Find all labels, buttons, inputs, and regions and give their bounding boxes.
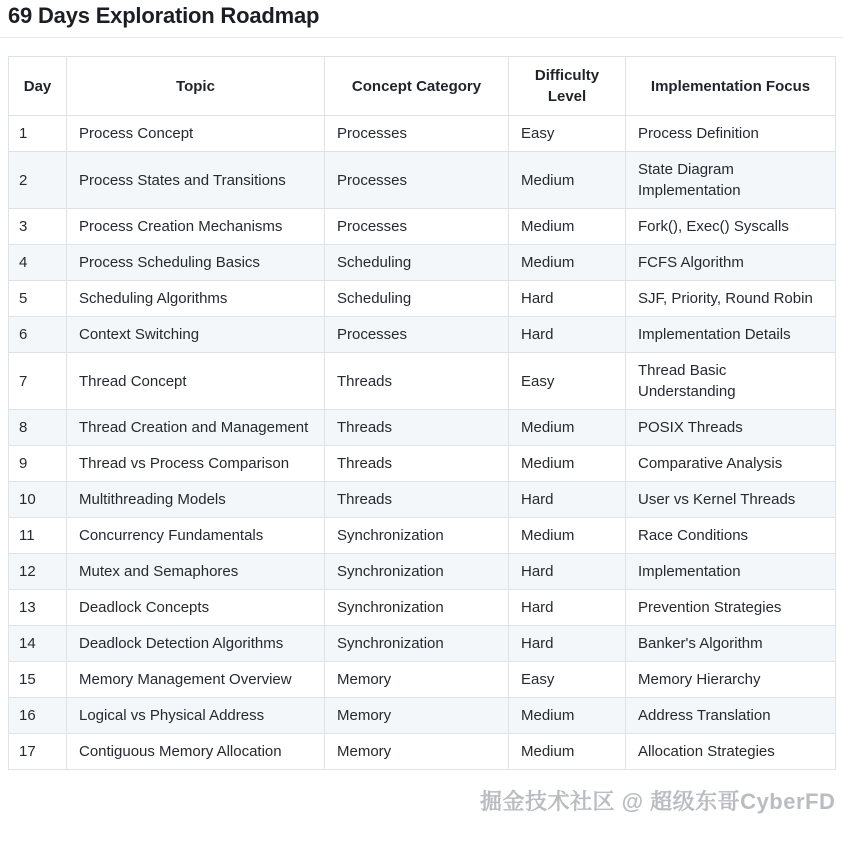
- category-cell: Threads: [325, 410, 509, 446]
- table-row: [9, 698, 836, 734]
- column-header-category: Concept Category: [325, 57, 509, 116]
- category-cell: Processes: [325, 152, 509, 209]
- roadmap-table: [8, 56, 836, 770]
- category-cell: Processes: [325, 116, 509, 152]
- focus-cell: Implementation: [626, 554, 836, 590]
- category-cell: Memory: [325, 734, 509, 770]
- difficulty-cell: Easy: [509, 662, 626, 698]
- focus-cell: Prevention Strategies: [626, 590, 836, 626]
- category-cell: Synchronization: [325, 554, 509, 590]
- focus-cell: Process Definition: [626, 116, 836, 152]
- topic-cell: Thread Concept: [67, 353, 325, 410]
- focus-cell: Allocation Strategies: [626, 734, 836, 770]
- column-header-day: Day: [9, 57, 67, 116]
- day-cell: 13: [9, 590, 67, 626]
- day-cell: 15: [9, 662, 67, 698]
- category-cell: Processes: [325, 317, 509, 353]
- topic-cell: Mutex and Semaphores: [67, 554, 325, 590]
- difficulty-cell: Hard: [509, 590, 626, 626]
- day-cell: 16: [9, 698, 67, 734]
- day-cell: 4: [9, 245, 67, 281]
- focus-cell: Banker's Algorithm: [626, 626, 836, 662]
- topic-cell: Process States and Transitions: [67, 152, 325, 209]
- focus-cell: Memory Hierarchy: [626, 662, 836, 698]
- focus-cell: POSIX Threads: [626, 410, 836, 446]
- day-cell: 14: [9, 626, 67, 662]
- difficulty-cell: Medium: [509, 446, 626, 482]
- table-row: [9, 281, 836, 317]
- difficulty-cell: Medium: [509, 209, 626, 245]
- page-title: 69 Days Exploration Roadmap: [8, 3, 320, 28]
- focus-cell: User vs Kernel Threads: [626, 482, 836, 518]
- category-cell: Synchronization: [325, 518, 509, 554]
- difficulty-cell: Medium: [509, 518, 626, 554]
- focus-cell: Thread Basic Understanding: [626, 353, 836, 410]
- table-header: [9, 57, 836, 116]
- difficulty-cell: Medium: [509, 152, 626, 209]
- category-cell: Scheduling: [325, 281, 509, 317]
- topic-cell: Thread Creation and Management: [67, 410, 325, 446]
- table-row: [9, 209, 836, 245]
- title-divider: [0, 37, 843, 38]
- focus-cell: State Diagram Implementation: [626, 152, 836, 209]
- topic-cell: Logical vs Physical Address: [67, 698, 325, 734]
- table-row: [9, 482, 836, 518]
- day-cell: 3: [9, 209, 67, 245]
- watermark: 掘金技术社区 @ 超级东哥CyberFD: [480, 789, 836, 814]
- topic-cell: Multithreading Models: [67, 482, 325, 518]
- category-cell: Threads: [325, 446, 509, 482]
- category-cell: Memory: [325, 698, 509, 734]
- topic-cell: Memory Management Overview: [67, 662, 325, 698]
- category-cell: Threads: [325, 353, 509, 410]
- category-cell: Memory: [325, 662, 509, 698]
- focus-cell: Address Translation: [626, 698, 836, 734]
- table-row: [9, 626, 836, 662]
- difficulty-cell: Hard: [509, 317, 626, 353]
- column-header-topic: Topic: [67, 57, 325, 116]
- topic-cell: Contiguous Memory Allocation: [67, 734, 325, 770]
- focus-cell: FCFS Algorithm: [626, 245, 836, 281]
- topic-cell: Process Scheduling Basics: [67, 245, 325, 281]
- table-row: [9, 590, 836, 626]
- difficulty-cell: Hard: [509, 554, 626, 590]
- difficulty-cell: Medium: [509, 698, 626, 734]
- table-row: [9, 245, 836, 281]
- difficulty-cell: Hard: [509, 281, 626, 317]
- header-row: [9, 57, 836, 116]
- table-row: [9, 317, 836, 353]
- topic-cell: Concurrency Fundamentals: [67, 518, 325, 554]
- table-body: [9, 116, 836, 770]
- table-row: [9, 152, 836, 209]
- column-header-focus: Implementation Focus: [626, 57, 836, 116]
- day-cell: 17: [9, 734, 67, 770]
- topic-cell: Deadlock Concepts: [67, 590, 325, 626]
- category-cell: Threads: [325, 482, 509, 518]
- difficulty-cell: Medium: [509, 245, 626, 281]
- day-cell: 5: [9, 281, 67, 317]
- focus-cell: Race Conditions: [626, 518, 836, 554]
- focus-cell: SJF, Priority, Round Robin: [626, 281, 836, 317]
- day-cell: 6: [9, 317, 67, 353]
- day-cell: 2: [9, 152, 67, 209]
- table-row: [9, 446, 836, 482]
- column-header-difficulty: Difficulty Level: [509, 57, 626, 116]
- topic-cell: Process Creation Mechanisms: [67, 209, 325, 245]
- topic-cell: Context Switching: [67, 317, 325, 353]
- category-cell: Synchronization: [325, 590, 509, 626]
- topic-cell: Process Concept: [67, 116, 325, 152]
- day-cell: 9: [9, 446, 67, 482]
- table-row: [9, 554, 836, 590]
- table-row: [9, 116, 836, 152]
- difficulty-cell: Hard: [509, 626, 626, 662]
- category-cell: Scheduling: [325, 245, 509, 281]
- day-cell: 10: [9, 482, 67, 518]
- table-row: [9, 734, 836, 770]
- day-cell: 8: [9, 410, 67, 446]
- day-cell: 7: [9, 353, 67, 410]
- roadmap-page: [0, 2, 843, 814]
- day-cell: 1: [9, 116, 67, 152]
- table-row: [9, 518, 836, 554]
- table-row: [9, 662, 836, 698]
- difficulty-cell: Easy: [509, 116, 626, 152]
- difficulty-cell: Hard: [509, 482, 626, 518]
- focus-cell: Fork(), Exec() Syscalls: [626, 209, 836, 245]
- category-cell: Synchronization: [325, 626, 509, 662]
- table-row: [9, 353, 836, 410]
- difficulty-cell: Medium: [509, 734, 626, 770]
- difficulty-cell: Easy: [509, 353, 626, 410]
- topic-cell: Thread vs Process Comparison: [67, 446, 325, 482]
- table-row: [9, 410, 836, 446]
- focus-cell: Implementation Details: [626, 317, 836, 353]
- topic-cell: Deadlock Detection Algorithms: [67, 626, 325, 662]
- topic-cell: Scheduling Algorithms: [67, 281, 325, 317]
- day-cell: 11: [9, 518, 67, 554]
- focus-cell: Comparative Analysis: [626, 446, 836, 482]
- category-cell: Processes: [325, 209, 509, 245]
- day-cell: 12: [9, 554, 67, 590]
- difficulty-cell: Medium: [509, 410, 626, 446]
